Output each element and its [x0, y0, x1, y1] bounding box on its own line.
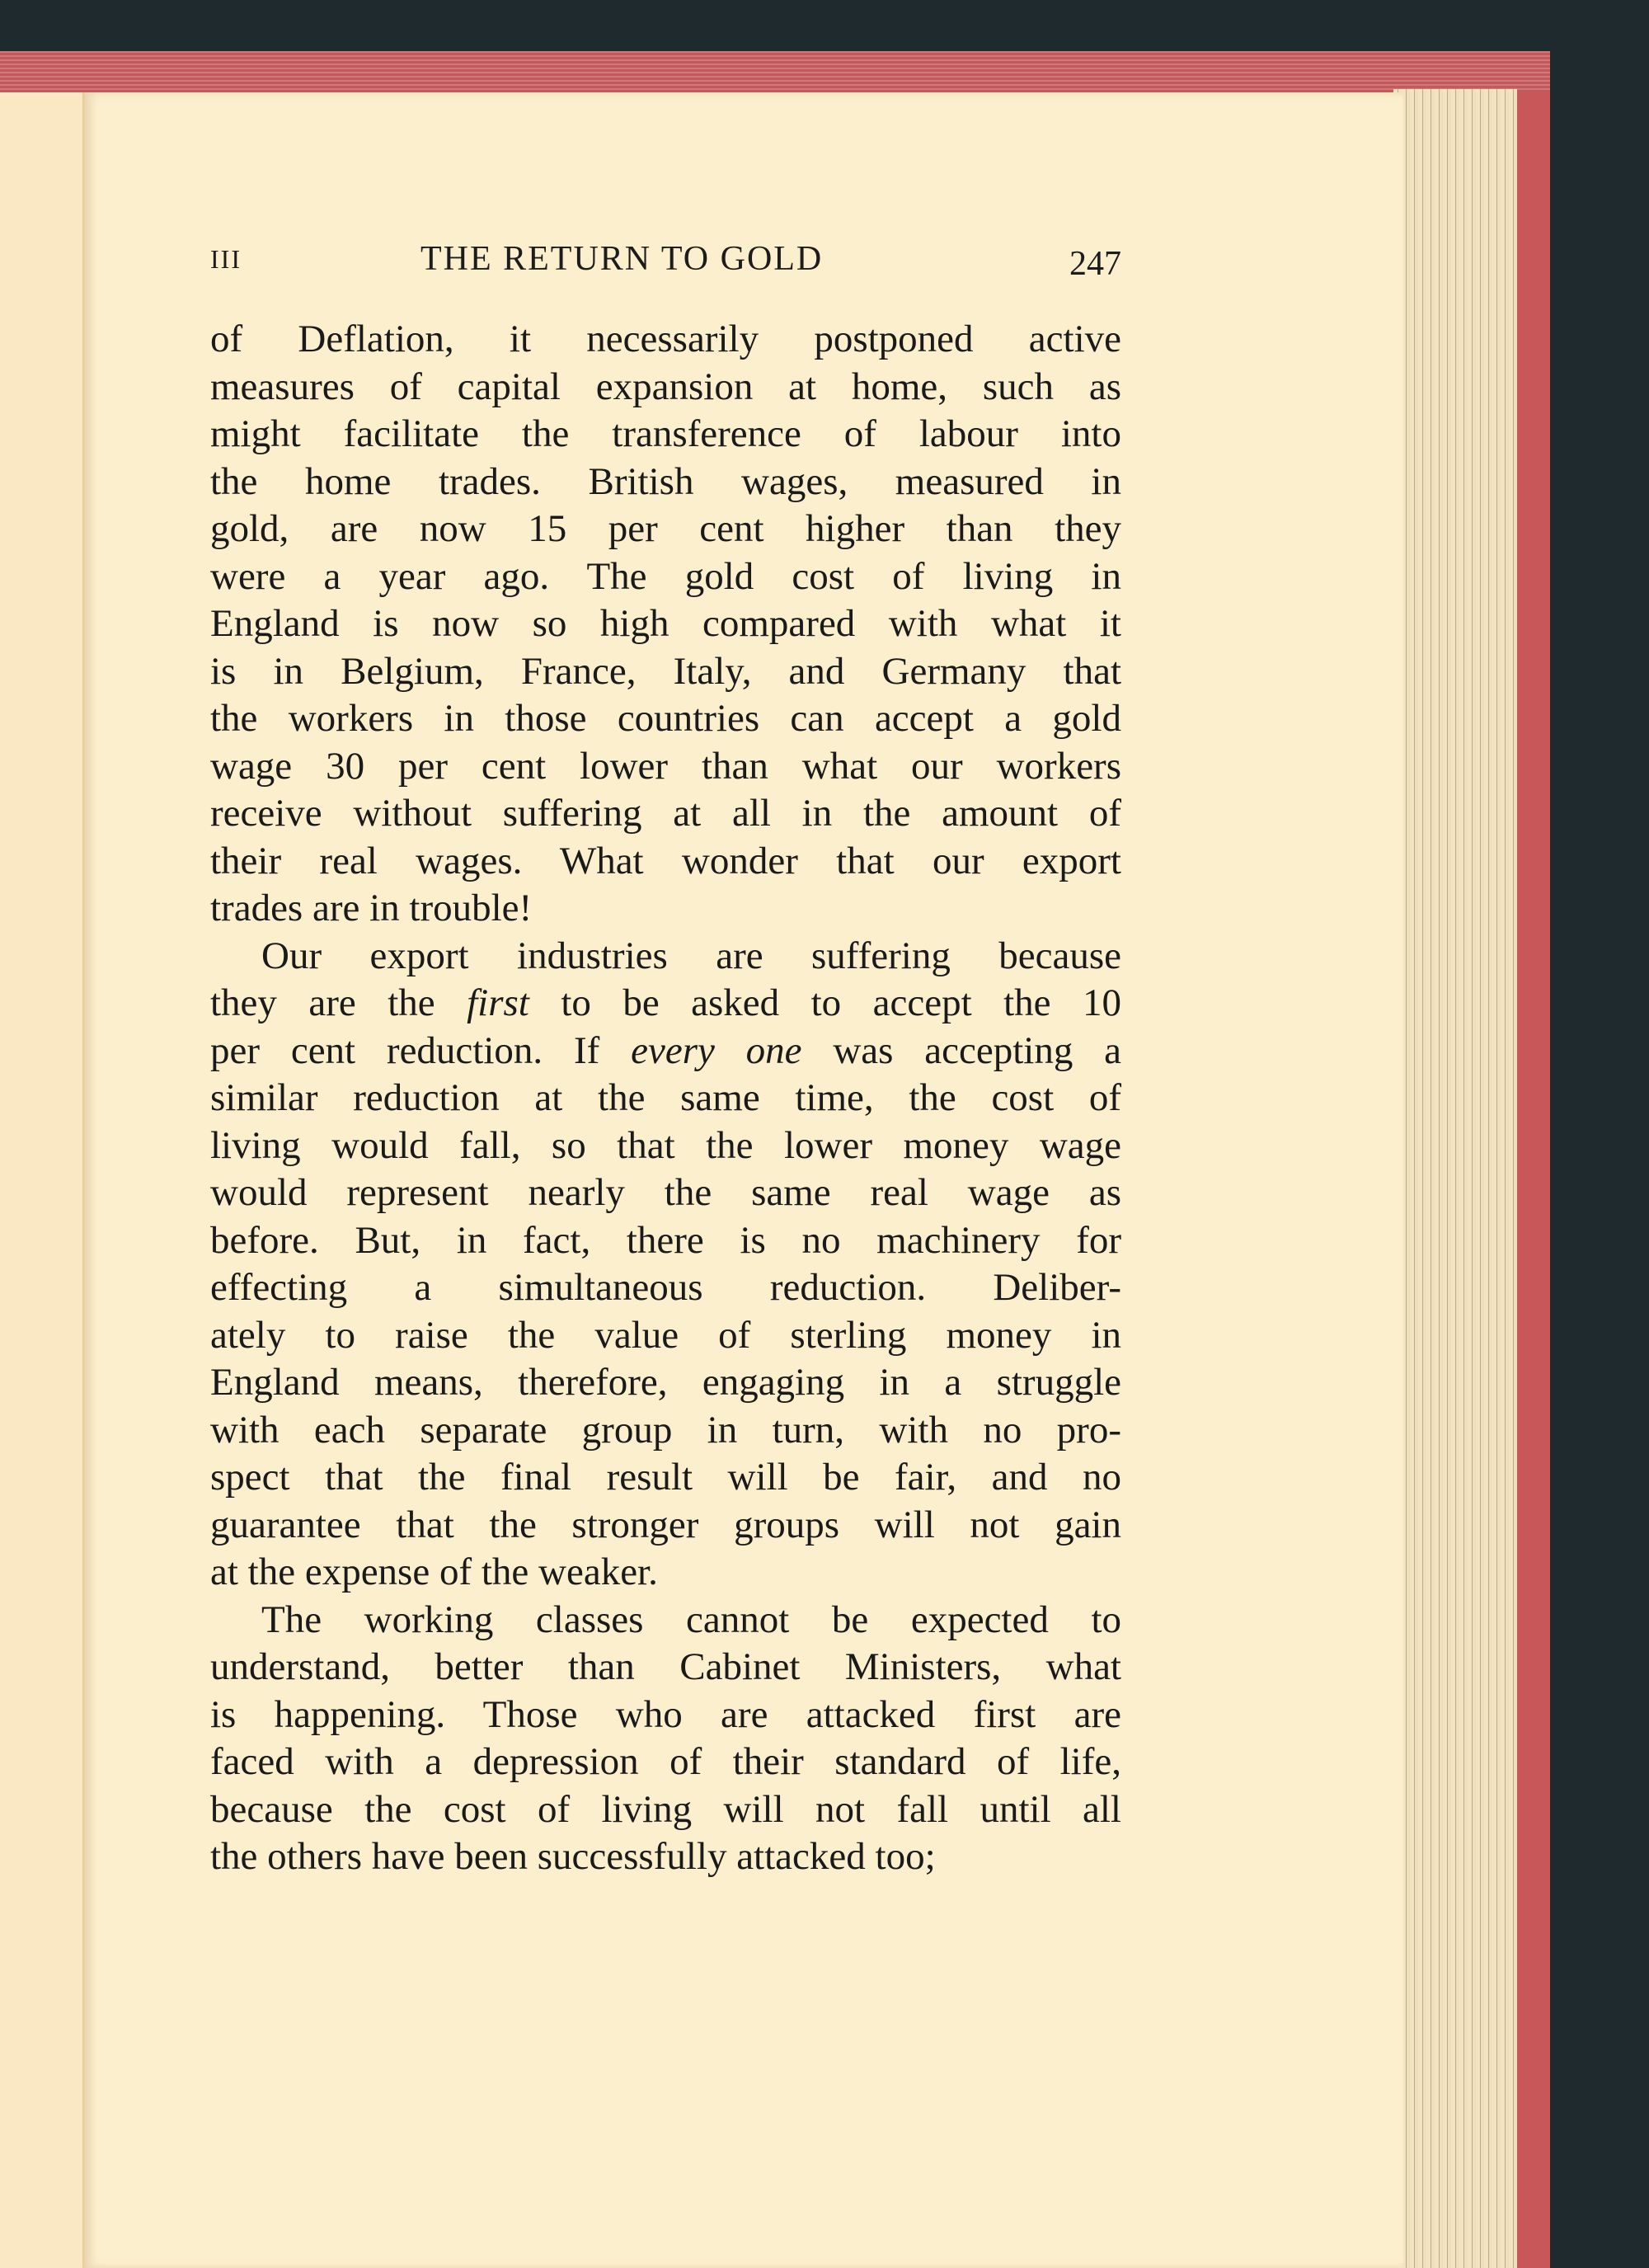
- text-segment: might facilitate the transference of labour into: [210, 412, 1121, 455]
- text-line: [210, 459, 1121, 506]
- text-line: [210, 1122, 1121, 1170]
- paragraph: [210, 1597, 1121, 1881]
- text-segment: gold, are now 15 per cent higher than they: [210, 507, 1121, 550]
- text-line: [210, 1407, 1121, 1455]
- text-line: [210, 1644, 1121, 1692]
- text-line: [210, 600, 1121, 648]
- text-segment: with each separate group in turn, with no pro-: [210, 1408, 1121, 1452]
- text-segment: would represent nearly the same real wage as: [210, 1171, 1121, 1214]
- italic-text: first: [467, 981, 529, 1024]
- text-segment: were a year ago. The gold cost of living in: [210, 554, 1121, 598]
- text-line: [210, 1454, 1121, 1502]
- text-segment: faced with a depression of their standard of life,: [210, 1740, 1121, 1783]
- text-segment: guarantee that the stronger groups will not gain: [210, 1503, 1121, 1546]
- text-line: [210, 1833, 1121, 1881]
- book-cover-top-edge: [0, 51, 1550, 92]
- text-line: [210, 1597, 1121, 1645]
- text-segment: their real wages. What wonder that our export: [210, 839, 1121, 882]
- text-line: [210, 838, 1121, 886]
- text-segment: understand, better than Cabinet Ministers, what: [210, 1645, 1121, 1688]
- text-segment: similar reduction at the same time, the cost of: [210, 1076, 1121, 1119]
- text-segment: spect that the final result will be fair, and no: [210, 1456, 1121, 1499]
- text-segment: the home trades. British wages, measured in: [210, 459, 1121, 503]
- text-line: [210, 316, 1121, 364]
- page-number: 247: [1069, 245, 1121, 283]
- text-line: [210, 790, 1121, 838]
- paragraph: [210, 316, 1121, 933]
- text-segment: ately to raise the value of sterling money in: [210, 1313, 1121, 1357]
- text-segment: is happening. Those who are attacked first are: [210, 1692, 1121, 1736]
- text-line: [210, 885, 1121, 933]
- text-segment: measures of capital expansion at home, such as: [210, 365, 1121, 408]
- text-line: [210, 980, 1121, 1028]
- text-line: [210, 1217, 1121, 1265]
- text-line: [210, 648, 1121, 696]
- text-segment: England means, therefore, engaging in a struggle: [210, 1361, 1121, 1404]
- text-line: [210, 411, 1121, 459]
- text-line: [210, 1075, 1121, 1122]
- text-line: [210, 364, 1121, 412]
- text-segment: wage 30 per cent lower than what our workers: [210, 744, 1121, 788]
- text-line: [210, 1549, 1121, 1597]
- text-segment: is in Belgium, France, Italy, and Germany that: [210, 649, 1121, 693]
- text-segment: Our export industries are suffering because: [261, 934, 1121, 977]
- chapter-number: III: [210, 244, 242, 274]
- text-segment: they are the: [210, 981, 467, 1024]
- text-segment: England is now so high compared with what it: [210, 602, 1121, 645]
- page-block-edges: [1393, 89, 1517, 2268]
- text-line: [210, 1264, 1121, 1312]
- text-line: [210, 1739, 1121, 1786]
- text-line: [210, 1502, 1121, 1550]
- text-segment: before. But, in fact, there is no machinery for: [210, 1218, 1121, 1262]
- text-segment: receive without suffering at all in the amount of: [210, 792, 1121, 835]
- text-segment: of Deflation, it necessarily postponed active: [210, 318, 1121, 360]
- text-line: [210, 1359, 1121, 1407]
- text-line: [210, 506, 1121, 553]
- text-line: [210, 695, 1121, 743]
- body-text: [210, 316, 1121, 1881]
- paragraph: [210, 933, 1121, 1597]
- text-segment: the others have been successfully attacked too;: [210, 1835, 936, 1878]
- text-line: [210, 933, 1121, 981]
- text-line: [210, 1692, 1121, 1739]
- text-line: [210, 1312, 1121, 1360]
- running-header: [210, 239, 1121, 289]
- text-segment: because the cost of living will not fall until all: [210, 1787, 1121, 1831]
- text-segment: at the expense of the weaker.: [210, 1550, 658, 1593]
- text-line: [210, 1786, 1121, 1834]
- text-segment: trades are in trouble!: [210, 887, 533, 929]
- running-title: THE RETURN TO GOLD: [420, 240, 824, 278]
- text-segment: The working classes cannot be expected to: [261, 1597, 1121, 1641]
- text-segment: living would fall, so that the lower money wage: [210, 1123, 1121, 1167]
- text-line: [210, 743, 1121, 791]
- text-line: [210, 1028, 1121, 1075]
- text-segment: the workers in those countries can accept a gold: [210, 697, 1121, 740]
- text-segment: effecting a simultaneous reduction. Deliber-: [210, 1266, 1121, 1309]
- text-segment: was accepting a: [801, 1028, 1121, 1072]
- italic-text: every one: [631, 1028, 802, 1072]
- text-line: [210, 553, 1121, 601]
- text-segment: per cent reduction. If: [210, 1028, 632, 1072]
- text-line: [210, 1169, 1121, 1217]
- text-segment: to be asked to accept the 10: [529, 981, 1121, 1024]
- left-page-edge: [0, 92, 84, 2268]
